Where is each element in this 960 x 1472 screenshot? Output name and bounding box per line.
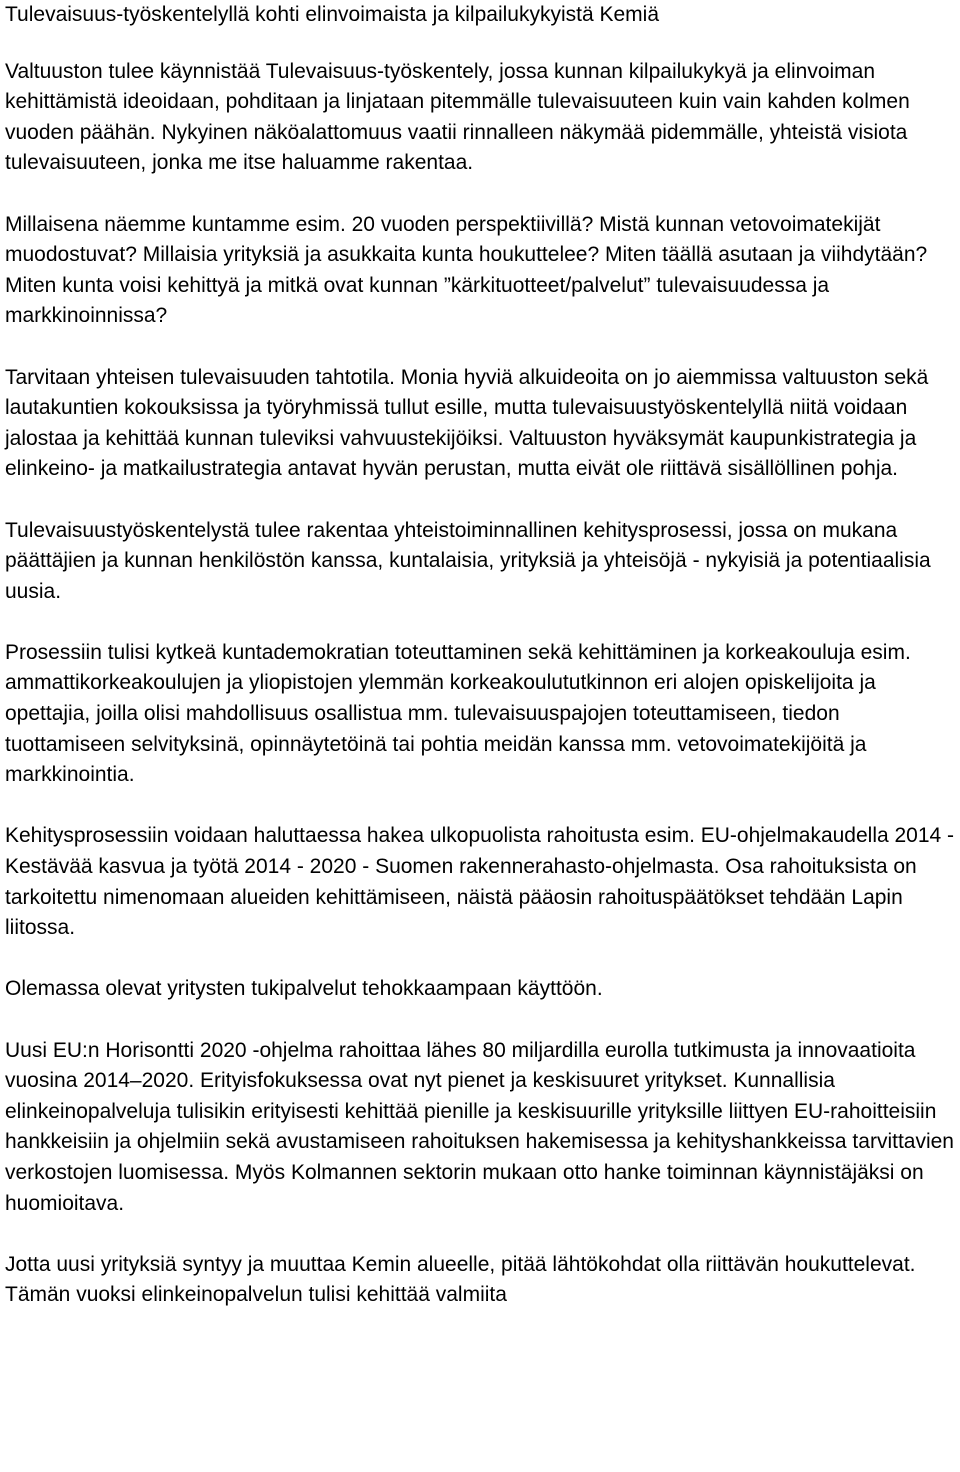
- paragraph-1: Valtuuston tulee käynnistää Tulevaisuus-työskentely, jossa kunnan kilpailukykyä ja elinvoiman kehittämistä ideoidaan, pohditaan ja linjataan pitemmälle tulevaisuuteen kuin vain kahden kolmen vuoden päähän. Nykyinen näköalattomuus vaatii rinnalleen näkymää pidemmälle, yhteistä visiota tulevaisuuteen, jonka me itse haluamme rakentaa.: [5, 59, 910, 175]
- paragraph-7: Olemassa olevat yritysten tukipalvelut tehokkaampaan käyttöön.: [5, 977, 603, 1001]
- paragraph-3: Tarvitaan yhteisen tulevaisuuden tahtotila. Monia hyviä alkuideoita on jo aiemmissa valtuuston sekä lautakuntien kokouksissa ja työryhmissä tullut esille, mutta tulevaisuustyöskentelyllä niitä voidaan jalostaa ja kehittää kunnan tuleviksi vahvuustekijöiksi. Valtuuston hyväksymät kaupunkistrategia ja elinkeino- ja matkailustrategia antavat hyvän perustan, mutta eivät ole riittävä sisällöllinen pohja.: [5, 365, 929, 481]
- paragraph-4: Tulevaisuustyöskentelystä tulee rakentaa yhteistoiminnallinen kehitysprosessi, jossa on mukana päättäjien ja kunnan henkilöstön kanssa, kuntalaisia, yrityksiä ja yhteisöjä - nykyisiä ja potentiaalisia uusia.: [5, 518, 931, 603]
- paragraph-8: Uusi EU:n Horisontti 2020 -ohjelma rahoittaa lähes 80 miljardilla eurolla tutkimusta ja innovaatioita vuosina 2014–2020. Erityisfokuksessa ovat nyt pienet ja keskisuuret yritykset. Kunnallisia elinkeinopalveluja tulisikin erityisesti kehittää pienille ja keskisuurille yrityksille liittyen EU-rahoitteisiin hankkeisiin ja ohjelmiin sekä avustamiseen rahoituksen hakemisessa ja kehityshankkeissa tarvittavien verkostojen luomisessa. Myös Kolmannen sektorin mukaan otto hanke toiminnan käynnistäjäksi on huomioitava.: [5, 1038, 954, 1215]
- paragraph-9: Jotta uusi yrityksiä syntyy ja muuttaa Kemin alueelle, pitää lähtökohdat olla riittävän houkuttelevat. Tämän vuoksi elinkeinopalvelun tulisi kehittää valmiita: [5, 1252, 916, 1307]
- document-title: Tulevaisuus-työskentelyllä kohti elinvoimaista ja kilpailukykyistä Kemiä: [5, 3, 659, 26]
- paragraph-6: Kehitysprosessiin voidaan haluttaessa hakea ulkopuolista rahoitusta esim. EU-ohjelmakaudella 2014 - Kestävää kasvua ja työtä 2014 - 2020 - Suomen rakennerahasto-ohjelmasta. Osa rahoituksista on tarkoitettu nimenomaan alueiden kehittämiseen, näistä pääosin rahoituspäätökset tehdään Lapin liitossa.: [5, 824, 955, 940]
- paragraph-2: Millaisena näemme kuntamme esim. 20 vuoden perspektiivillä? Mistä kunnan vetovoimatekijät muodostuvat? Millaisia yrityksiä ja asukkaita kunta houkuttelee? Miten täällä asutaan ja viihdytään? Miten kunta voisi kehittyä ja mitkä ovat kunnan ”kärkituotteet/palvelut” tulevaisuudessa ja markkinoinnissa?: [5, 212, 928, 328]
- paragraph-5: Prosessiin tulisi kytkeä kuntademokratian toteuttaminen sekä kehittäminen ja korkeakouluja esim. ammattikorkeakoulujen ja yliopistojen ylemmän korkeakoulututkinnon eri alojen opiskelijoita ja opettajia, joilla olisi mahdollisuus osallistua mm. tulevaisuuspajojen toteuttamiseen, tiedon tuottamiseen selvityksinä, opinnäytetöinä tai pohtia meidän kanssa mm. vetovoimatekijöitä ja markkinointia.: [5, 640, 911, 787]
